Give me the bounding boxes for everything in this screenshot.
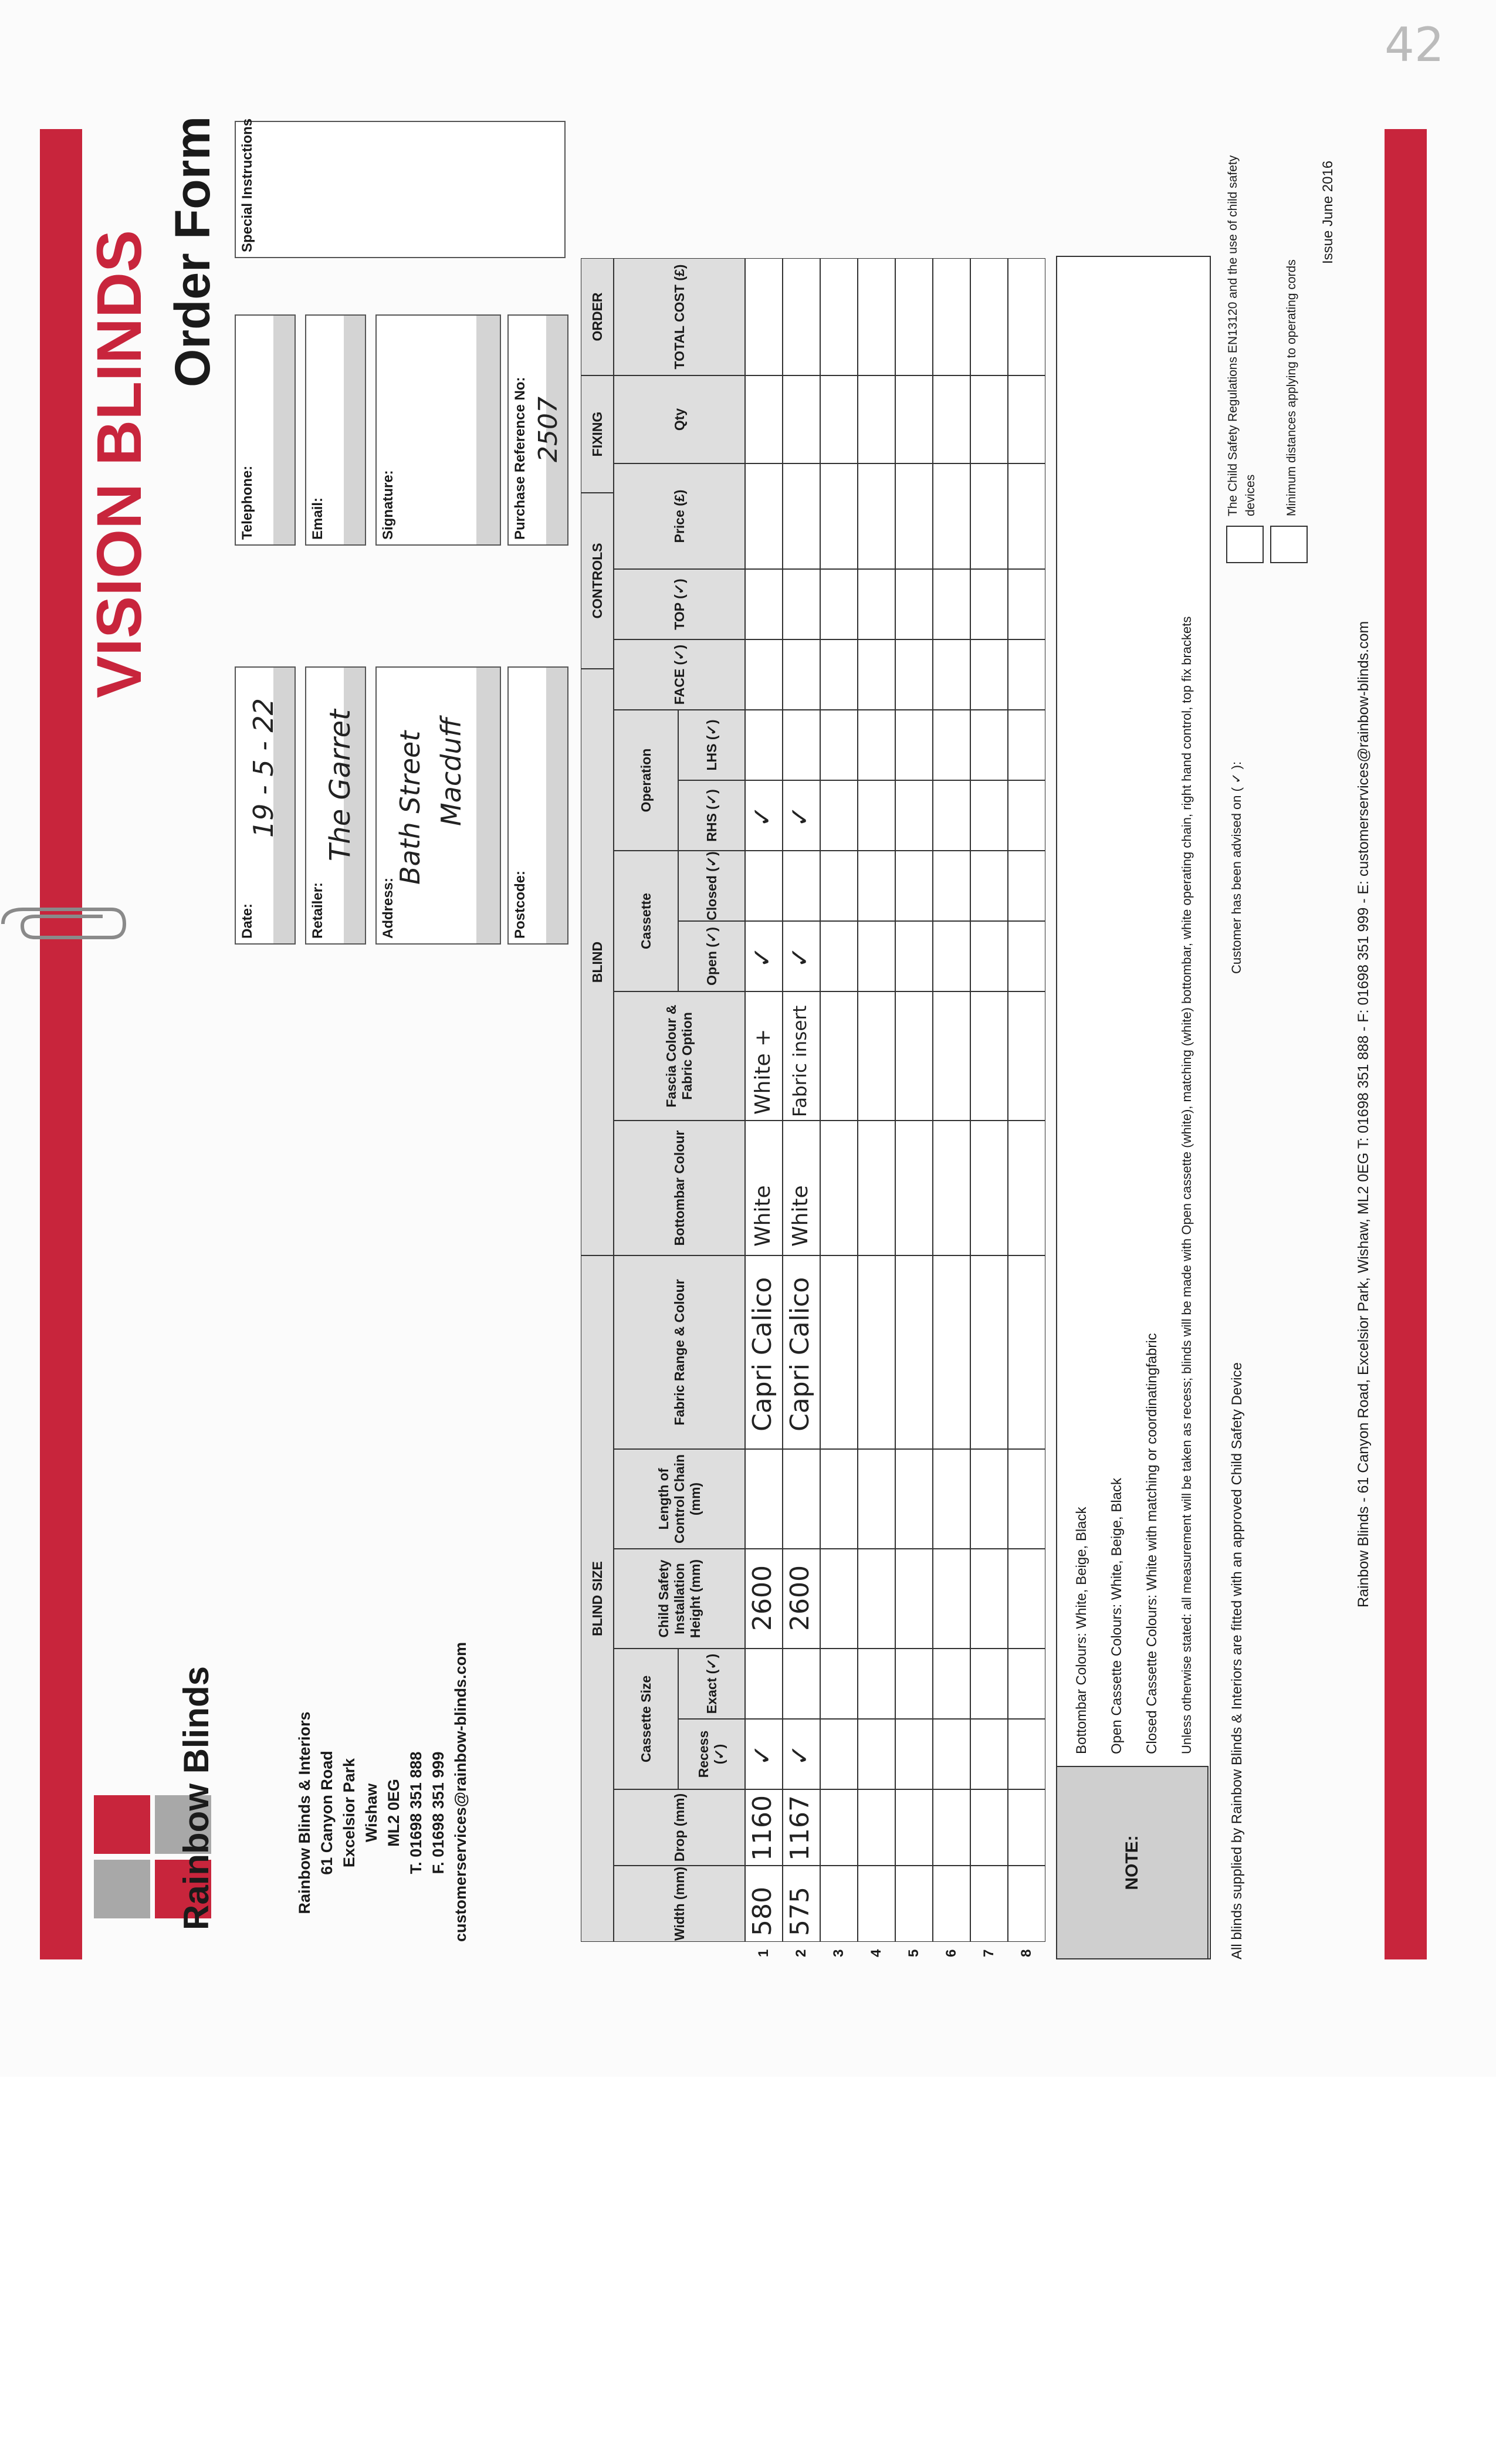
table-cell[interactable] xyxy=(895,1449,933,1549)
table-cell[interactable] xyxy=(933,1866,970,1942)
table-cell[interactable] xyxy=(745,639,783,710)
table-cell[interactable] xyxy=(858,710,895,780)
table-cell[interactable] xyxy=(933,991,970,1121)
table-cell[interactable] xyxy=(970,1449,1008,1549)
table-cell[interactable] xyxy=(820,780,858,851)
row2-fascia: Fabric insert xyxy=(790,1005,811,1117)
table-cell[interactable] xyxy=(970,463,1008,569)
table-cell[interactable] xyxy=(783,463,820,569)
address-line: F. 01698 351 999 xyxy=(429,1751,447,1874)
table-cell[interactable] xyxy=(858,780,895,851)
table-cell[interactable] xyxy=(820,375,858,463)
group-blind-size: BLIND SIZE xyxy=(581,1255,614,1942)
blank-background xyxy=(0,2077,1496,2464)
table-cell[interactable] xyxy=(895,991,933,1121)
table-cell[interactable] xyxy=(895,375,933,463)
col-drop: Drop (mm) xyxy=(614,1789,745,1866)
child-safety-statement: All blinds supplied by Rainbow Blinds & Interiors are fitted with an approved Child Safety Device xyxy=(1229,1362,1245,1959)
table-cell[interactable] xyxy=(783,258,820,375)
table-cell[interactable] xyxy=(820,1866,858,1942)
row2-bottombar: White xyxy=(788,1185,813,1247)
table-cell[interactable] xyxy=(933,1549,970,1649)
table-cell[interactable] xyxy=(820,1255,858,1449)
footer-contact-line: Rainbow Blinds - 61 Canyon Road, Excelsior Park, Wishaw, ML2 0EG T: 01698 351 888 - F: 01698 351 999 - E: customerservices@rainbow-blinds.com xyxy=(1355,621,1372,1607)
order-form xyxy=(0,59,1467,2018)
table-cell[interactable] xyxy=(820,463,858,569)
table-cell[interactable] xyxy=(895,1549,933,1649)
regulations-text-2: devices xyxy=(1244,474,1257,516)
purchase-reference-label: Purchase Reference No: xyxy=(512,377,528,540)
table-cell[interactable] xyxy=(745,258,783,375)
table-cell[interactable] xyxy=(970,1649,1008,1719)
table-cell[interactable] xyxy=(858,1866,895,1942)
table-cell[interactable] xyxy=(1008,1549,1045,1649)
col-open: Open (✓) xyxy=(678,921,745,991)
col-rhs: RHS (✓) xyxy=(678,780,745,851)
col-top: TOP (✓) xyxy=(614,569,745,639)
address-value-line2: Macduff xyxy=(435,717,467,826)
note-label: NOTE: xyxy=(1056,1766,1209,1959)
row1-recess-tick: ✓ xyxy=(747,1744,777,1766)
table-cell[interactable] xyxy=(970,375,1008,463)
table-cell[interactable] xyxy=(820,1449,858,1549)
table-cell[interactable] xyxy=(783,639,820,710)
table-cell[interactable] xyxy=(933,851,970,921)
form-subtitle: Order Form xyxy=(165,116,220,387)
table-cell[interactable] xyxy=(970,569,1008,639)
email-field[interactable] xyxy=(305,314,366,546)
purchase-reference-field[interactable] xyxy=(507,314,568,546)
table-cell[interactable] xyxy=(970,1866,1008,1942)
postcode-label: Postcode: xyxy=(512,870,528,939)
table-cell[interactable] xyxy=(858,258,895,375)
address-field[interactable] xyxy=(375,666,501,945)
table-cell[interactable] xyxy=(820,1549,858,1649)
table-cell[interactable] xyxy=(895,639,933,710)
table-cell[interactable] xyxy=(1008,463,1045,569)
table-cell[interactable] xyxy=(858,463,895,569)
row2-recess-tick: ✓ xyxy=(785,1744,815,1766)
table-cell[interactable] xyxy=(783,851,820,921)
table-cell[interactable] xyxy=(933,639,970,710)
col-price: Price (£) xyxy=(614,463,745,569)
col-closed: Closed (✓) xyxy=(678,851,745,921)
table-cell[interactable] xyxy=(895,463,933,569)
note-default-spec: Unless otherwise stated: all measurement will be taken as recess; blinds will be made with Open cassette (white), matching (white) bottombar, white operating chain, right hand control, top fix brackets xyxy=(1179,616,1194,1754)
table-cell[interactable] xyxy=(970,1549,1008,1649)
table-cell[interactable] xyxy=(895,780,933,851)
table-cell[interactable] xyxy=(933,780,970,851)
address-value-line1: Bath Street xyxy=(394,730,426,885)
paper-clip-icon xyxy=(0,903,129,945)
col-lhs: LHS (✓) xyxy=(678,710,745,780)
table-cell[interactable] xyxy=(745,1649,783,1719)
order-table xyxy=(581,258,1050,1959)
table-cell[interactable] xyxy=(820,1789,858,1866)
table-cell[interactable] xyxy=(933,1649,970,1719)
col-exact: Exact (✓) xyxy=(678,1649,745,1719)
table-cell[interactable] xyxy=(1008,639,1045,710)
table-cell[interactable] xyxy=(933,569,970,639)
table-cell[interactable] xyxy=(895,1866,933,1942)
group-fixing: FIXING xyxy=(581,375,614,493)
table-cell[interactable] xyxy=(783,1449,820,1549)
regulations-text-1: The Child Safety Regulations EN13120 and the use of child safety xyxy=(1226,155,1240,516)
table-cell[interactable] xyxy=(745,569,783,639)
table-cell[interactable] xyxy=(1008,710,1045,780)
table-cell[interactable] xyxy=(858,921,895,991)
row-number: 4 xyxy=(868,1949,884,1957)
table-cell[interactable] xyxy=(970,1719,1008,1789)
row-number: 2 xyxy=(793,1949,809,1957)
table-cell[interactable] xyxy=(895,1255,933,1449)
signature-field[interactable] xyxy=(375,314,501,546)
note-bottombar-colours: Bottombar Colours: White, Beige, Black xyxy=(1074,1507,1089,1754)
row1-drop: 1160 xyxy=(747,1795,777,1861)
row2-install-height: 2600 xyxy=(785,1565,815,1631)
special-instructions-label: Special Instructions xyxy=(239,118,255,252)
table-cell[interactable] xyxy=(1008,1866,1045,1942)
table-cell[interactable] xyxy=(970,1121,1008,1255)
row-number: 1 xyxy=(756,1949,771,1957)
address-line: ML2 0EG xyxy=(385,1779,402,1847)
table-cell[interactable] xyxy=(820,1719,858,1789)
col-operation: Operation xyxy=(614,710,678,851)
table-cell[interactable] xyxy=(1008,851,1045,921)
table-cell[interactable] xyxy=(970,991,1008,1121)
retailer-label: Retailer: xyxy=(310,882,326,939)
retailer-field[interactable] xyxy=(305,666,366,945)
table-cell[interactable] xyxy=(895,258,933,375)
minimum-distances-checkbox[interactable] xyxy=(1270,526,1308,563)
table-cell[interactable] xyxy=(745,463,783,569)
row1-width: 580 xyxy=(747,1887,777,1936)
table-cell[interactable] xyxy=(1008,991,1045,1121)
table-cell[interactable] xyxy=(933,710,970,780)
table-cell[interactable] xyxy=(933,1121,970,1255)
table-cell[interactable] xyxy=(970,258,1008,375)
col-cassette: Cassette xyxy=(614,851,678,991)
table-cell[interactable] xyxy=(783,710,820,780)
table-cell[interactable] xyxy=(745,851,783,921)
purchase-reference-value: 2507 xyxy=(533,397,563,462)
row-number: 7 xyxy=(981,1949,997,1957)
retailer-value: The Garret xyxy=(324,709,357,861)
corner-scribble: 42 xyxy=(1385,18,1444,72)
address-line: T. 01698 351 888 xyxy=(407,1751,425,1874)
table-cell[interactable] xyxy=(745,710,783,780)
row-number: 3 xyxy=(831,1949,847,1957)
table-cell[interactable] xyxy=(858,991,895,1121)
table-cell[interactable] xyxy=(895,1121,933,1255)
table-cell[interactable] xyxy=(858,1789,895,1866)
row2-open-tick: ✓ xyxy=(785,946,815,968)
table-cell[interactable] xyxy=(933,1789,970,1866)
table-cell[interactable] xyxy=(783,1649,820,1719)
special-instructions-field[interactable] xyxy=(235,118,566,258)
table-cell[interactable] xyxy=(820,991,858,1121)
email-label: Email: xyxy=(310,497,326,540)
table-cell[interactable] xyxy=(1008,1255,1045,1449)
row2-rhs-tick: ✓ xyxy=(785,805,815,827)
table-cell[interactable] xyxy=(895,710,933,780)
table-cell[interactable] xyxy=(970,851,1008,921)
table-cell[interactable] xyxy=(858,1719,895,1789)
col-total-cost: TOTAL COST (£) xyxy=(614,258,745,375)
col-fabric-range: Fabric Range & Colour xyxy=(614,1255,745,1449)
table-cell[interactable] xyxy=(820,639,858,710)
group-blind: BLIND xyxy=(581,669,614,1255)
table-cell[interactable] xyxy=(933,1449,970,1549)
table-cell[interactable] xyxy=(820,851,858,921)
table-cell[interactable] xyxy=(970,1255,1008,1449)
table-cell[interactable] xyxy=(1008,1449,1045,1549)
row-number: 5 xyxy=(906,1949,922,1957)
table-cell[interactable] xyxy=(858,1255,895,1449)
table-cell[interactable] xyxy=(1008,1649,1045,1719)
table-cell[interactable] xyxy=(933,258,970,375)
table-cell[interactable] xyxy=(1008,780,1045,851)
table-cell[interactable] xyxy=(933,921,970,991)
col-face: FACE (✓) xyxy=(614,639,745,710)
company-address xyxy=(293,1642,472,1942)
address-line: Wishaw xyxy=(363,1783,380,1843)
col-width: Width (mm) xyxy=(614,1866,745,1942)
row2-width: 575 xyxy=(785,1887,815,1936)
address-line: 61 Canyon Road xyxy=(318,1751,336,1875)
date-value: 19 - 5 - 22 xyxy=(248,698,279,838)
table-cell[interactable] xyxy=(895,1789,933,1866)
top-red-bar xyxy=(40,129,82,1959)
row1-fascia: White + xyxy=(751,1028,775,1115)
signature-label: Signature: xyxy=(380,470,396,540)
table-cell[interactable] xyxy=(1008,258,1045,375)
row-number: 8 xyxy=(1018,1949,1034,1957)
table-cell[interactable] xyxy=(820,569,858,639)
row2-fabric: Capri Calico xyxy=(785,1277,815,1431)
note-open-cassette-colours: Open Cassette Colours: White, Beige, Black xyxy=(1109,1478,1125,1754)
table-cell[interactable] xyxy=(970,639,1008,710)
address-line: Rainbow Blinds & Interiors xyxy=(296,1711,313,1914)
table-cell[interactable] xyxy=(970,921,1008,991)
table-cell[interactable] xyxy=(858,1549,895,1649)
table-cell[interactable] xyxy=(1008,375,1045,463)
table-cell[interactable] xyxy=(970,710,1008,780)
group-controls: CONTROLS xyxy=(581,493,614,669)
address-line: customerservices@rainbow-blinds.com xyxy=(452,1642,469,1942)
minimum-distances-text: Minimum distances applying to operating cords xyxy=(1285,259,1298,516)
table-cell[interactable] xyxy=(895,921,933,991)
brand-name: Rainbow Blinds xyxy=(177,1666,216,1930)
table-cell[interactable] xyxy=(783,569,820,639)
bottom-red-bar xyxy=(1385,129,1427,1959)
table-cell[interactable] xyxy=(820,258,858,375)
table-cell[interactable] xyxy=(933,1719,970,1789)
regulations-checkbox[interactable] xyxy=(1226,526,1264,563)
table-cell[interactable] xyxy=(1008,1121,1045,1255)
table-cell[interactable] xyxy=(820,1649,858,1719)
table-cell[interactable] xyxy=(820,710,858,780)
table-cell[interactable] xyxy=(895,1649,933,1719)
issue-date: Issue June 2016 xyxy=(1320,160,1336,264)
table-cell[interactable] xyxy=(858,639,895,710)
address-line: Excelsior Park xyxy=(340,1758,358,1868)
table-cell[interactable] xyxy=(1008,1789,1045,1866)
customer-advised-label: Customer has been advised on ( ✓ ): xyxy=(1229,761,1244,974)
postcode-field[interactable] xyxy=(507,666,568,945)
table-cell[interactable] xyxy=(933,1255,970,1449)
date-label: Date: xyxy=(239,903,255,939)
row1-rhs-tick: ✓ xyxy=(747,805,777,827)
table-cell[interactable] xyxy=(858,851,895,921)
row1-bottombar: White xyxy=(751,1185,775,1247)
row1-fabric: Capri Calico xyxy=(747,1277,777,1431)
col-bottombar-colour: Bottombar Colour xyxy=(614,1121,745,1255)
table-cell[interactable] xyxy=(895,851,933,921)
table-cell[interactable] xyxy=(820,921,858,991)
note-closed-cassette-colours: Closed Cassette Colours: White with matching or coordinatingfabric xyxy=(1144,1333,1160,1754)
col-recess: Recess (✓) xyxy=(678,1719,745,1789)
telephone-field[interactable] xyxy=(235,314,296,546)
group-order: ORDER xyxy=(581,258,614,375)
table-cell[interactable] xyxy=(745,375,783,463)
table-cell[interactable] xyxy=(1008,1719,1045,1789)
date-field[interactable] xyxy=(235,666,296,945)
table-cell[interactable] xyxy=(970,1789,1008,1866)
table-cell[interactable] xyxy=(1008,921,1045,991)
address-label: Address: xyxy=(380,877,396,939)
col-cassette-size: Cassette Size xyxy=(614,1649,678,1789)
col-child-safety-height: Child Safety Installation Height (mm) xyxy=(614,1549,745,1649)
row2-drop: 1167 xyxy=(785,1795,815,1861)
telephone-label: Telephone: xyxy=(239,465,255,540)
table-cell[interactable] xyxy=(1008,569,1045,639)
col-control-chain: Length of Control Chain (mm) xyxy=(614,1449,745,1549)
table-cell[interactable] xyxy=(745,1449,783,1549)
table-cell[interactable] xyxy=(820,1121,858,1255)
table-cell[interactable] xyxy=(858,375,895,463)
row1-open-tick: ✓ xyxy=(747,946,777,968)
col-fascia-colour: Fascia Colour & Fabric Option xyxy=(614,991,745,1121)
table-cell[interactable] xyxy=(933,463,970,569)
table-cell[interactable] xyxy=(858,1449,895,1549)
table-cell[interactable] xyxy=(858,1121,895,1255)
table-cell[interactable] xyxy=(895,569,933,639)
form-title: VISION BLINDS xyxy=(83,229,154,698)
table-cell[interactable] xyxy=(858,1649,895,1719)
table-cell[interactable] xyxy=(895,1719,933,1789)
table-cell[interactable] xyxy=(933,375,970,463)
table-cell[interactable] xyxy=(970,780,1008,851)
row-number: 6 xyxy=(943,1949,959,1957)
table-cell[interactable] xyxy=(783,375,820,463)
table-cell[interactable] xyxy=(858,569,895,639)
col-qty: Qty xyxy=(614,375,745,463)
row1-install-height: 2600 xyxy=(747,1565,777,1631)
